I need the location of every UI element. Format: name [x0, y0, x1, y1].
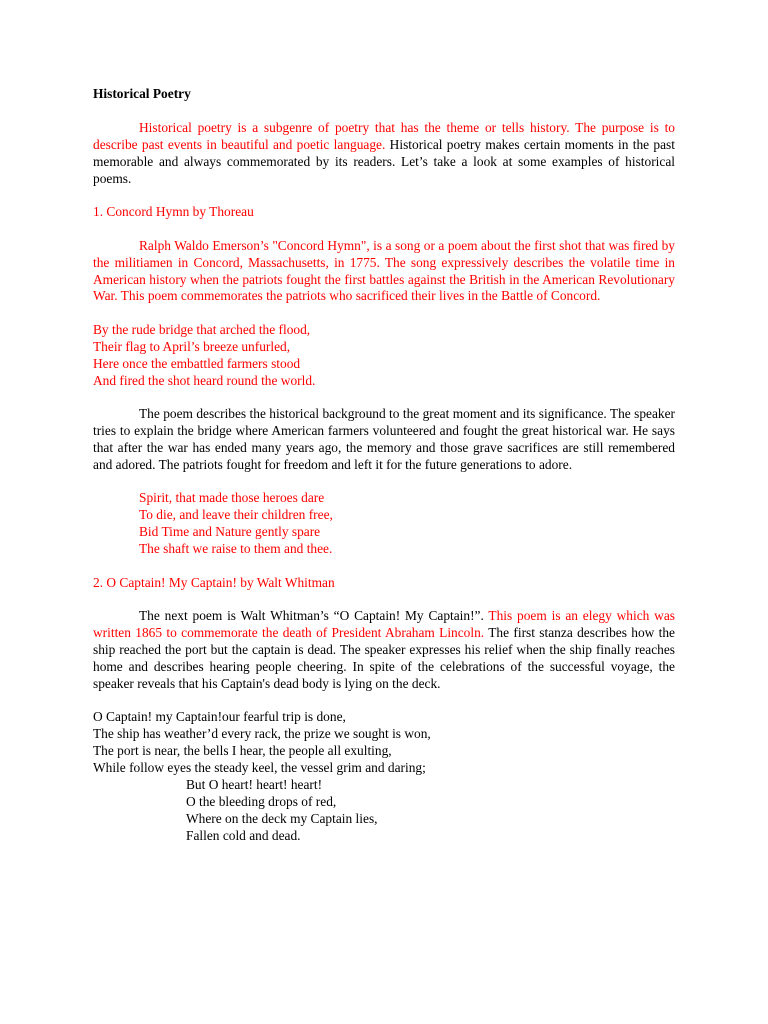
poem-line: Bid Time and Nature gently spare	[139, 524, 321, 540]
poem-line: Their flag to April’s breeze unfurled,	[93, 338, 291, 354]
poem-line: The port is near, the bells I hear, the people all exulting,	[93, 743, 392, 759]
intro-black-text: Historical poetry makes certain moments in the past memorable and always commemorated by its readers. Let’s take a look at some examples of historical poems.	[93, 136, 675, 186]
section-2-red-text: This poem is an elegy which was written 1865 to commemorate the death of President Abraham Lincoln.	[93, 608, 675, 640]
poem-line: But O heart! heart! heart!	[186, 776, 323, 792]
poem-line: Here once the embattled farmers stood	[93, 355, 301, 371]
spacer	[93, 188, 675, 205]
poem-line: Spirit, that made those heroes dare	[139, 490, 325, 506]
section-2-paragraph	[93, 608, 675, 693]
section-2-heading: 2. O Captain! My Captain! by Walt Whitman	[93, 574, 335, 590]
section-2-text-1: The next poem is Walt Whitman’s “O Captain! My Captain!”.	[139, 608, 484, 624]
poem-line: Where on the deck my Captain lies,	[186, 810, 378, 826]
poem-line: And fired the shot heard round the world.	[93, 372, 316, 388]
poem-stanza-2	[93, 490, 675, 558]
poem-line: The ship has weather’d every rack, the prize we sought is won,	[93, 726, 431, 742]
poem-line: O Captain! my Captain!our fearful trip is done,	[93, 709, 346, 725]
intro-paragraph	[93, 120, 675, 188]
poem-line: Fallen cold and dead.	[186, 827, 301, 843]
section-1-analysis: The poem describes the historical background to the great moment and its significance. The speaker tries to explain the bridge where American farmers volunteered and fought the great historical war. He says that after the war has ended many years ago, the memory and those grave sacrifices are still remembered and adored. The patriots fought for freedom and left it for the future generations to adore.	[93, 406, 675, 472]
spacer	[93, 221, 675, 238]
section-1-paragraph: Ralph Waldo Emerson’s "Concord Hymn", is a song or a poem about the first shot that was fired by the militiamen in Concord, Massachusetts, in 1775. The song expressively describes the volatile time in American history when the patriots fought the first battles against the British in the American Revolutionary War. This poem commemorates the patriots who sacrificed their lives in the Battle of Concord.	[93, 237, 675, 304]
spacer	[93, 558, 675, 575]
document-title: Historical Poetry	[93, 86, 191, 101]
poem-line: O the bleeding drops of red,	[186, 793, 337, 809]
poem-stanza-1	[93, 322, 675, 390]
poem-line: While follow eyes the steady keel, the vessel grim and daring;	[93, 759, 426, 775]
poem-line: By the rude bridge that arched the flood,	[93, 321, 311, 337]
intro-red-text: Historical poetry is a subgenre of poetry that has the theme or tells history. The purpose is to describe past events in beautiful and poetic language.	[93, 120, 675, 152]
spacer	[93, 592, 675, 609]
poem-line: To die, and leave their children free,	[139, 507, 333, 523]
poem-line: The shaft we raise to them and thee.	[139, 541, 333, 557]
poem-stanza-3	[93, 709, 675, 844]
spacer	[93, 103, 675, 120]
document-page	[93, 86, 675, 844]
section-1-heading: 1. Concord Hymn by Thoreau	[93, 204, 254, 220]
spacer	[93, 390, 675, 407]
spacer	[93, 305, 675, 322]
section-2-text-2: The first stanza describes how the ship reached the port but the captain is dead. The speaker expresses his relief when the ship finally reaches home and describes hearing people cheering. In spite of the celebrations of the successful voyage, the speaker reveals that his Captain's dead body is lying on the deck.	[93, 625, 676, 691]
spacer	[93, 693, 675, 710]
spacer	[93, 474, 675, 491]
